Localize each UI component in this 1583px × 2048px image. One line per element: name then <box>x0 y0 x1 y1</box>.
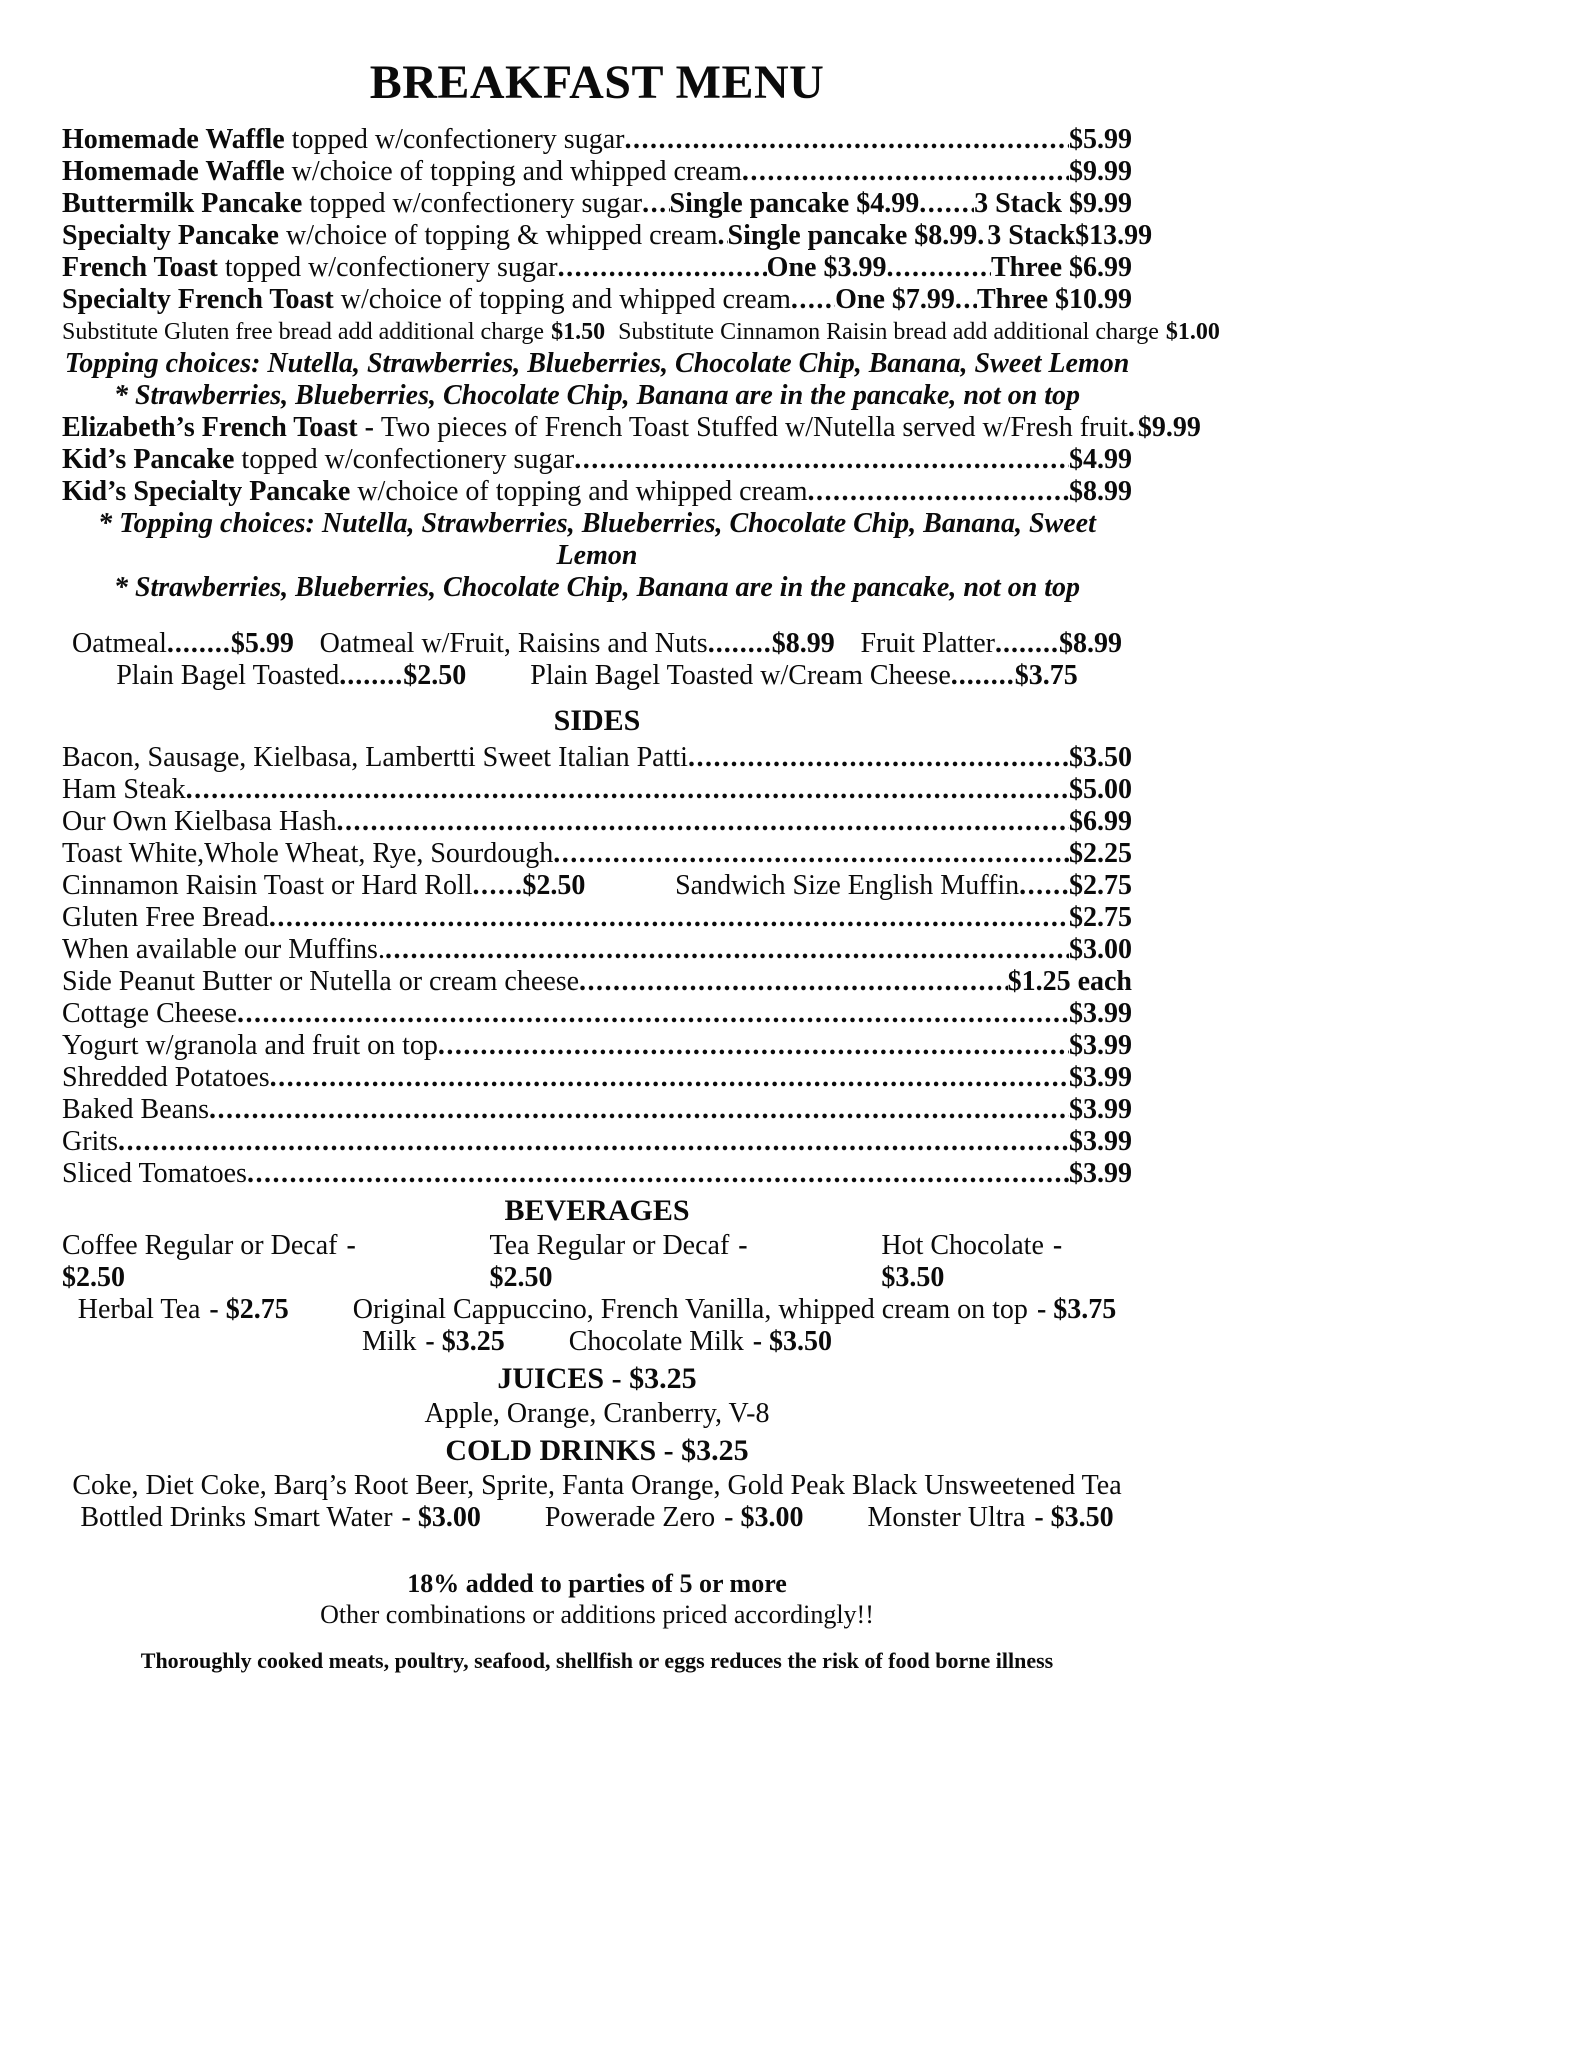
item-price: - $3.75 <box>1036 1294 1117 1325</box>
dotted-leader <box>1128 412 1138 444</box>
substitution-price: $1.00 <box>1165 319 1220 345</box>
dotted-leader <box>579 966 1008 998</box>
dots <box>167 628 231 659</box>
beverage-item <box>545 1502 804 1534</box>
substitution-text: Substitute Cinnamon Raisin bread add additional charge <box>618 319 1159 345</box>
item-label: Side Peanut Butter or Nutella or cream cheese <box>62 966 580 997</box>
item-label: Milk <box>361 1326 417 1357</box>
item-description: topped w/confectionery sugar <box>291 124 625 155</box>
dotted-leader <box>977 220 987 252</box>
spacer <box>62 604 1132 628</box>
item-price: $3.50 <box>1069 742 1132 773</box>
side-item-row <box>62 934 1132 966</box>
item-label: Powerade Zero <box>544 1502 716 1533</box>
item-price: $5.99 <box>230 628 294 659</box>
menu-item-row <box>62 156 1132 188</box>
dotted-leader <box>438 1030 1069 1062</box>
item-label: Shredded Potatoes <box>62 1062 270 1093</box>
dotted-leader <box>237 998 1069 1030</box>
dotted-leader <box>919 188 974 220</box>
section-heading-beverages: BEVERAGES <box>504 1194 690 1227</box>
item-price: - $3.00 <box>401 1502 481 1533</box>
dotted-leader <box>337 806 1070 838</box>
item-name: Kid’s Pancake <box>62 444 235 475</box>
item-name: Elizabeth’s French Toast - <box>62 412 374 443</box>
item-price: Three $10.99 <box>976 284 1132 315</box>
beverage-item <box>490 1230 818 1294</box>
item-name: French Toast <box>62 252 218 283</box>
menu-item-row <box>62 412 1201 444</box>
item-label: Gluten Free Bread <box>62 902 269 933</box>
dots <box>708 628 772 659</box>
beverage-item <box>80 1502 481 1534</box>
menu-item <box>320 628 835 660</box>
health-disclaimer: Thoroughly cooked meats, poultry, seafood, shellfish or eggs reduces the risk of food borne illness <box>140 1648 1054 1673</box>
item-mid-price: Single pancake $8.99 <box>727 220 978 251</box>
item-label: Toast White,Whole Wheat, Rye, Sourdough <box>62 838 554 869</box>
item-price: $3.99 <box>1069 1126 1132 1157</box>
item-label: Our Own Kielbasa Hash <box>62 806 337 837</box>
dotted-leader <box>186 774 1069 806</box>
topping-note: * Strawberries, Blueberries, Chocolate Chip, Banana are in the pancake, not on top <box>113 572 1081 603</box>
item-name: Kid’s Specialty Pancake <box>62 476 351 507</box>
item-label: Bottled Drinks Smart Water <box>80 1502 393 1533</box>
side-item-row <box>62 1126 1132 1158</box>
item-price: $1.25 each <box>1007 966 1132 997</box>
menu-item <box>116 660 466 692</box>
menu-item <box>860 628 1122 660</box>
item-price: 3 Stack$13.99 <box>987 220 1153 251</box>
item-price: $5.99 <box>1069 124 1132 155</box>
side-item-row <box>62 774 1132 806</box>
side-item-row <box>62 1062 1132 1094</box>
item-label: Baked Beans <box>62 1094 209 1125</box>
menu-item-row <box>62 252 1132 284</box>
item-price: - $3.00 <box>724 1502 804 1533</box>
menu-item-row <box>62 284 1132 316</box>
footer <box>62 1568 1132 1674</box>
dotted-leader <box>247 1158 1069 1190</box>
item-price: - $3.50 <box>881 1230 1063 1293</box>
item-label: Bacon, Sausage, Kielbasa, Lambertti Sweet Italian Patti <box>62 742 688 773</box>
item-price: - $2.50 <box>62 1230 356 1293</box>
item-price: $3.99 <box>1069 1062 1132 1093</box>
item-label: Oatmeal w/Fruit, Raisins and Nuts <box>319 628 708 659</box>
item-label: Sandwich Size English Muffin <box>675 870 1020 901</box>
dotted-leader <box>1019 870 1069 902</box>
section-heading-sides: SIDES <box>553 704 641 737</box>
item-price: $6.99 <box>1069 806 1132 837</box>
beverage-item <box>569 1326 832 1358</box>
beverage-item <box>353 1294 1117 1326</box>
menu-item <box>72 628 294 660</box>
item-mid-price: Single pancake $4.99 <box>669 188 920 219</box>
item-price: $2.50 <box>403 660 467 691</box>
item-price: $3.00 <box>1069 934 1132 965</box>
dotted-leader <box>808 476 1070 508</box>
dotted-leader <box>886 252 991 284</box>
item-name: Homemade Waffle <box>62 156 285 187</box>
item-name: Homemade Waffle <box>62 124 285 155</box>
dotted-leader <box>385 934 1069 966</box>
item-name: Specialty Pancake <box>62 220 279 251</box>
menu-item-row <box>62 476 1132 508</box>
item-description: w/choice of topping and whipped cream <box>357 476 808 507</box>
dotted-leader <box>269 902 1069 934</box>
side-item-row <box>62 806 1132 838</box>
item-label: Yogurt w/granola and fruit on top <box>62 1030 438 1061</box>
menu-item <box>530 660 1078 692</box>
menu-item-row <box>62 124 1132 156</box>
item-label: Chocolate Milk <box>568 1326 744 1357</box>
side-item-row <box>62 1094 1132 1126</box>
item-price: $8.99 <box>1069 476 1132 507</box>
item-price: - $2.75 <box>209 1294 289 1325</box>
item-description: w/choice of topping and whipped cream <box>291 156 742 187</box>
item-name: Buttermilk Pancake <box>62 188 303 219</box>
dotted-leader <box>791 284 835 316</box>
dotted-leader <box>558 252 767 284</box>
item-label: Plain Bagel Toasted w/Cream Cheese <box>530 660 951 691</box>
dotted-leader <box>473 870 523 902</box>
bottled-drinks-row <box>62 1502 1132 1534</box>
item-price: $3.99 <box>1069 998 1132 1029</box>
dotted-leader <box>955 284 977 316</box>
side-item-row <box>62 742 1132 774</box>
item-price: $8.99 <box>1059 628 1122 659</box>
beverage-row <box>62 1326 1132 1358</box>
topping-note: * Strawberries, Blueberries, Chocolate Chip, Banana are in the pancake, not on top <box>113 380 1081 411</box>
beverage-row <box>62 1294 1132 1326</box>
item-label: Cottage Cheese <box>62 998 237 1029</box>
topping-note: * Topping choices: Nutella, Strawberries, Blueberries, Chocolate Chip, Banana, Sweet Lemon <box>98 508 1096 571</box>
substitution-note <box>62 316 1220 348</box>
beverage-item <box>881 1230 1132 1294</box>
item-price: Three $6.99 <box>990 252 1132 283</box>
dots <box>339 660 403 691</box>
substitution-text: Substitute Gluten free bread add additional charge <box>62 319 545 345</box>
side-item-row <box>62 902 1132 934</box>
side-item-dual-row <box>62 870 1132 902</box>
item-label: Coffee Regular or Decaf <box>62 1230 338 1261</box>
dots <box>951 660 1015 691</box>
item-price: $3.75 <box>1014 660 1078 691</box>
cold-drink-options: Coke, Diet Coke, Barq’s Root Beer, Sprite, Fanta Orange, Gold Peak Black Unsweetened Tea <box>72 1470 1122 1501</box>
item-price: $2.75 <box>1068 870 1132 901</box>
beverage-item <box>62 1230 426 1294</box>
item-price: - $3.50 <box>1034 1502 1114 1533</box>
item-mid-price: One $3.99 <box>766 252 887 283</box>
dotted-leader <box>718 220 728 252</box>
item-price: $3.99 <box>1069 1158 1132 1189</box>
dotted-leader <box>574 444 1069 476</box>
side-item-row <box>62 1158 1132 1190</box>
item-price: - $2.50 <box>489 1230 748 1293</box>
beverage-item <box>362 1326 505 1358</box>
item-label: Herbal Tea <box>77 1294 201 1325</box>
dotted-leader <box>553 838 1069 870</box>
item-price: 3 Stack $9.99 <box>974 188 1132 219</box>
side-item-row <box>62 998 1132 1030</box>
menu-item-row <box>62 220 1153 252</box>
item-label: Plain Bagel Toasted <box>116 660 340 691</box>
item-label: Grits <box>62 1126 118 1157</box>
item-description: topped w/confectionery sugar <box>224 252 558 283</box>
item-description: topped w/confectionery sugar <box>309 188 643 219</box>
item-description: w/choice of topping & whipped cream <box>286 220 718 251</box>
item-price: $2.50 <box>522 870 586 901</box>
item-description: Two pieces of French Toast Stuffed w/Nutella served w/Fresh fruit <box>380 412 1128 443</box>
dotted-leader <box>209 1094 1069 1126</box>
item-price: $2.75 <box>1069 902 1132 933</box>
item-description: topped w/confectionery sugar <box>241 444 575 475</box>
menu-content <box>62 56 1220 1674</box>
item-price: $3.99 <box>1069 1030 1132 1061</box>
combinations-note: Other combinations or additions priced accordingly!! <box>320 1600 874 1629</box>
substitution-price: $1.50 <box>551 319 606 345</box>
item-label: Sliced Tomatoes <box>62 1158 247 1189</box>
beverage-item <box>867 1502 1113 1534</box>
section-heading-juices: JUICES - $3.25 <box>497 1362 697 1395</box>
item-mid-price: One $7.99 <box>835 284 955 315</box>
menu-item-row <box>62 444 1132 476</box>
beverage-row <box>62 1230 1132 1294</box>
topping-note: Topping choices: Nutella, Strawberries, Blueberries, Chocolate Chip, Banana, Sweet Lemon <box>64 348 1130 379</box>
item-price: - $3.50 <box>752 1326 833 1357</box>
item-price: $4.99 <box>1069 444 1132 475</box>
item-price: $3.99 <box>1069 1094 1132 1125</box>
menu-row <box>62 660 1132 692</box>
beverage-item <box>78 1294 289 1326</box>
dotted-leader <box>688 742 1069 774</box>
item-price: $9.99 <box>1069 156 1132 187</box>
dotted-leader <box>642 188 669 220</box>
menu-item-row <box>62 188 1132 220</box>
item-price: $9.99 <box>1137 412 1201 443</box>
side-item-row <box>62 966 1132 998</box>
item-price: $8.99 <box>771 628 835 659</box>
page-title: BREAKFAST MENU <box>369 56 825 109</box>
item-label: Cinnamon Raisin Toast or Hard Roll <box>62 870 473 901</box>
item-label: Hot Chocolate <box>881 1230 1044 1261</box>
item-label: Ham Steak <box>62 774 186 805</box>
item-label: Monster Ultra <box>867 1502 1026 1533</box>
section-heading-cold-drinks: COLD DRINKS - $3.25 <box>445 1434 749 1467</box>
item-price: $5.00 <box>1069 774 1132 805</box>
juice-options: Apple, Orange, Cranberry, V-8 <box>424 1398 770 1429</box>
item-price: - $3.25 <box>425 1326 505 1357</box>
side-item-row <box>62 1030 1132 1062</box>
item-label: Oatmeal <box>72 628 167 659</box>
item-label: Fruit Platter <box>860 628 995 659</box>
dotted-leader <box>624 124 1069 156</box>
dotted-leader <box>270 1062 1069 1094</box>
item-label: Tea Regular or Decaf <box>489 1230 730 1261</box>
item-description: w/choice of topping and whipped cream <box>340 284 791 315</box>
dotted-leader <box>118 1126 1069 1158</box>
item-price: $2.25 <box>1069 838 1132 869</box>
menu-row <box>62 628 1132 660</box>
item-label: When available our Muffins. <box>62 934 385 965</box>
side-item-row <box>62 838 1132 870</box>
dotted-leader <box>742 156 1069 188</box>
dots <box>995 628 1059 659</box>
item-label: Original Cappuccino, French Vanilla, whipped cream on top <box>352 1294 1028 1325</box>
item-name: Specialty French Toast <box>62 284 334 315</box>
gratuity-note: 18% added to parties of 5 or more <box>407 1569 787 1598</box>
